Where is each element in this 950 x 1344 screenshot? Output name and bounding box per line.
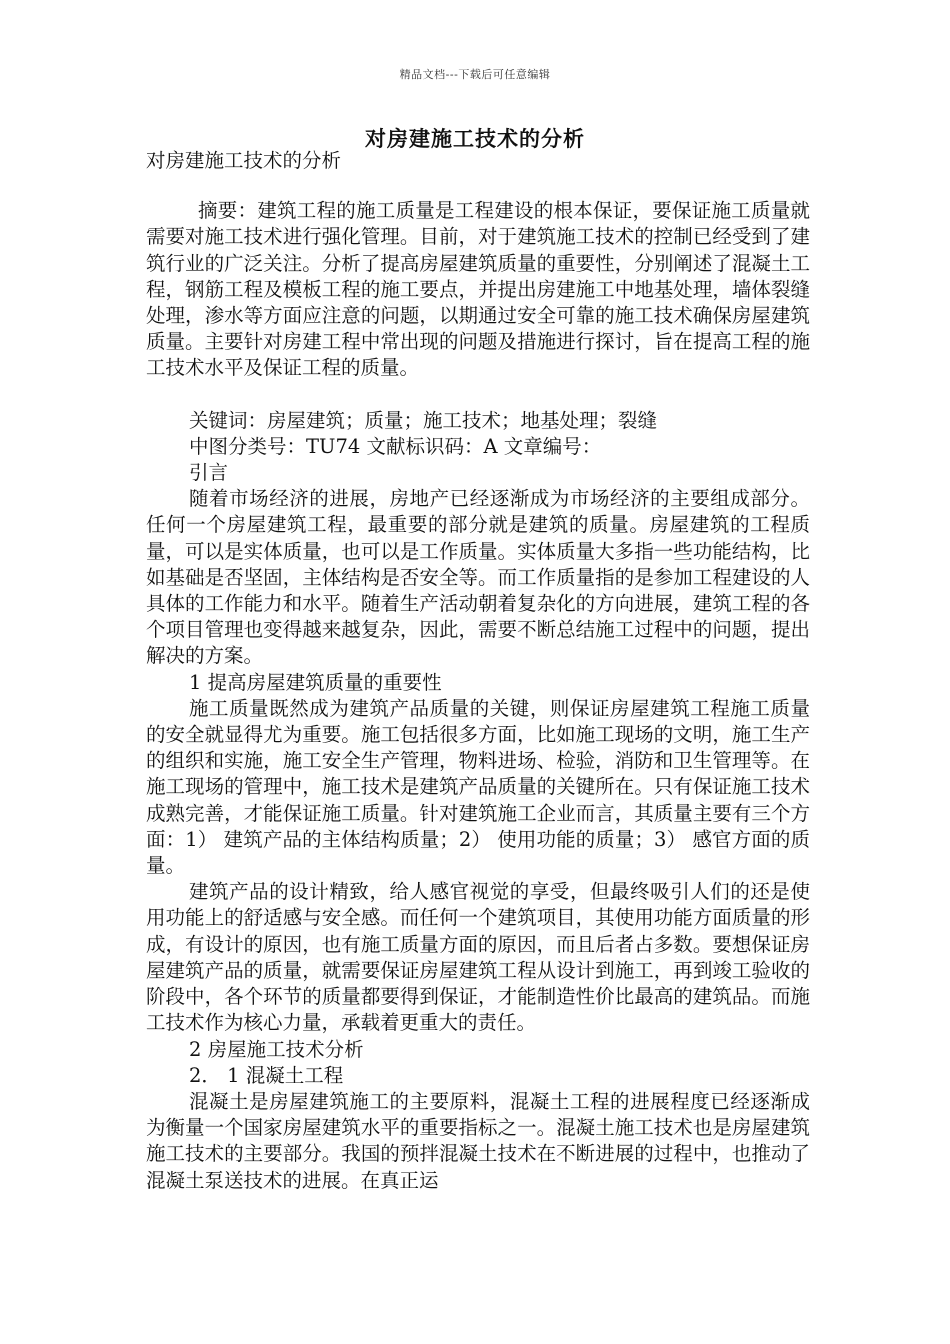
intro-heading: 引言 [189,461,229,485]
section-1-paragraph-2: 建筑产品的设计精致，给人感官视觉的享受，但最终吸引人们的还是使用功能上的舒适感与安全感。而任何一个建筑项目，其使用功能方面质量的形成，有设计的原因，也有施工质量方面的原因，而且后者占多数。要想保证房屋建筑产品的质量，就需要保证房屋建筑工程从设计到施工，再到竣工验收的阶段中，各个环节的质量都要得到保证，才能制造性价比最高的建筑品。而施工技术作为核心力量，承载着更重大的责任。 [146,880,810,1035]
section-2-1-heading: 2． 1 混凝土工程 [189,1063,344,1087]
section-1-heading: 1 提高房屋建筑质量的重要性 [189,670,442,694]
document-title: 对房建施工技术的分析 [365,126,585,151]
section-2-heading: 2 房屋施工技术分析 [189,1037,364,1061]
document-subtitle: 对房建施工技术的分析 [146,149,342,172]
classification-line: 中图分类号：TU74 文献标识码：A 文章编号： [189,434,602,458]
section-2-1-paragraph-1: 混凝土是房屋建筑施工的主要原料，混凝土工程的进展程度已经逐渐成为衡量一个国家房屋建筑水平的重要指标之一。混凝土施工技术也是房屋建筑施工技术的主要部分。我国的预拌混凝土技术在不断进展的过程中，也推动了混凝土泵送技术的进展。在真正运 [146,1089,810,1192]
keywords-line: 关键词：房屋建筑；质量；施工技术；地基处理；裂缝 [189,408,658,432]
document-body [146,148,810,1194]
page-header: 精品文档---下载后可任意编辑 [399,68,551,81]
abstract-paragraph: 摘要：建筑工程的施工质量是工程建设的根本保证，要保证施工质量就需要对施工技术进行强化管理。目前，对于建筑施工技术的控制已经受到了建筑行业的广泛关注。分析了提高房屋建筑质量的重要性，分别阐述了混凝土工程，钢筋工程及模板工程的施工要点，并提出房建施工中地基处理，墙体裂缝处理，渗水等方面应注意的问题，以期通过安全可靠的施工技术确保房屋建筑质量。主要针对房建工程中常出现的问题及措施进行探讨，旨在提高工程的施工技术水平及保证工程的质量。 [146,199,810,380]
section-1-paragraph-1: 施工质量既然成为建筑产品质量的关键，则保证房屋建筑工程施工质量的安全就显得尤为重要。施工包括很多方面，比如施工现场的文明，施工生产的组织和实施，施工安全生产管理，物料进场、检验，消防和卫生管理等。在施工现场的管理中，施工技术是建筑产品质量的关键所在。只有保证施工技术成熟完善，才能保证施工质量。针对建筑施工企业而言，其质量主要有三个方面：1） 建筑产品的主体结构质量；2） 使用功能的质量；3） 感官方面的质量。 [146,696,810,878]
intro-paragraph: 随着市场经济的进展，房地产已经逐渐成为市场经济的主要组成部分。任何一个房屋建筑工程，最重要的部分就是建筑的质量。房屋建筑的工程质量，可以是实体质量，也可以是工作质量。实体质量大多指一些功能结构，比如基础是否坚固，主体结构是否安全等。而工作质量指的是参加工程建设的人具体的工作能力和水平。随着生产活动朝着复杂化的方向进展，建筑工程的各个项目管理也变得越来越复杂，因此，需要不断总结施工过程中的问题，提出解决的方案。 [146,487,810,668]
spacer [146,382,810,408]
